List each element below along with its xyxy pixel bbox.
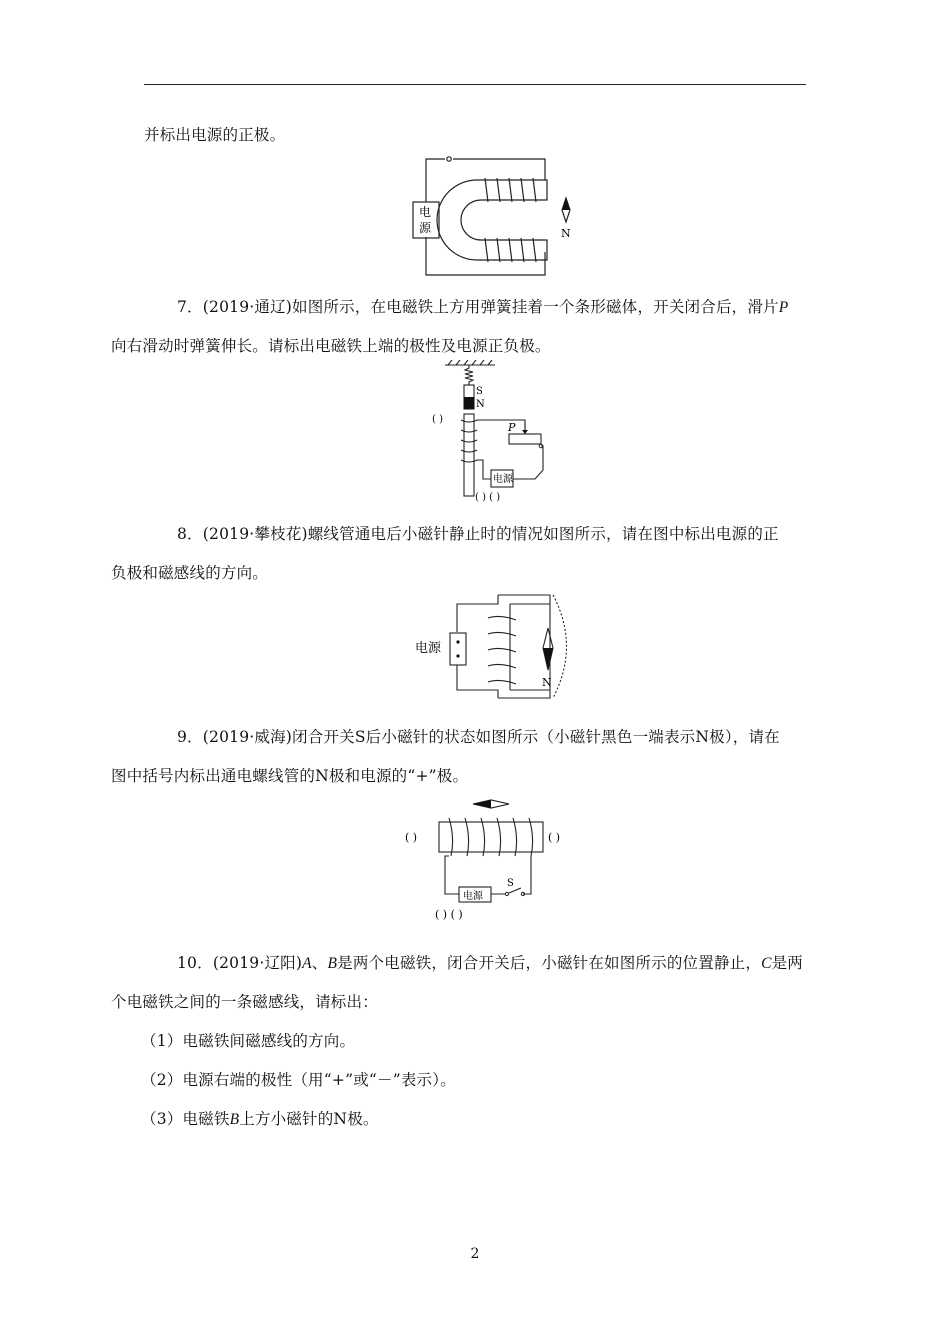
q7-var-p: P — [778, 299, 789, 316]
q7-text-2: 向右滑动时弹簧伸长。请标出电磁铁上端的极性及电源正负极。 — [111, 337, 551, 355]
q8-text-1: 螺线管通电后小磁针静止时的情况如图所示，请在图中标出电源的正 — [307, 525, 779, 543]
question-7 — [111, 288, 808, 366]
q7-fig-bracket-top: ( ) — [432, 414, 443, 425]
question-9 — [111, 718, 808, 796]
q10-item-1: （1）电磁铁间磁感线的方向。 — [141, 1032, 356, 1050]
horseshoe-electromagnet-diagram — [405, 152, 585, 280]
q10-number: 10． — [177, 954, 213, 972]
q10-item-3-var: B — [229, 1111, 240, 1128]
q8-fig-needle-label: N — [542, 676, 552, 689]
q10-sep: 、 — [311, 954, 328, 972]
q7-fig-source-label: 电源 — [493, 474, 513, 485]
q9-fig-bracket-right: ( ) — [548, 831, 561, 844]
q9-fig-bracket-bottom: ( ) ( ) — [435, 908, 463, 921]
q10-var-b: B — [327, 955, 338, 972]
figure-q6 — [405, 152, 585, 280]
q7-number: 7． — [177, 298, 203, 316]
q7-fig-bracket-bottom: ( ) ( ) — [475, 492, 501, 503]
q8-fig-source-label: 电源 — [415, 641, 442, 656]
q10-item-3 — [141, 1110, 379, 1128]
q9-fig-source-label: 电源 — [463, 891, 483, 902]
q9-fig-switch-label: S — [507, 878, 514, 889]
q10-text-2: 个电磁铁之间的一条磁感线，请标出： — [111, 993, 378, 1011]
spring-magnet-diagram — [425, 360, 555, 505]
solenoid-switch-diagram — [405, 796, 585, 926]
q7-fig-n-label: N — [476, 399, 485, 410]
q7-text-1: 如图所示，在电磁铁上方用弹簧挂着一个条形磁体，开关闭合后，滑片 — [292, 298, 779, 316]
q9-number: 9． — [177, 728, 203, 746]
q8-year: (2019·攀枝花) — [202, 525, 308, 543]
header-rule — [144, 84, 806, 85]
q10-var-a: A — [302, 955, 312, 972]
q10-item-2: （2）电源右端的极性（用“+”或“－”表示）。 — [141, 1071, 456, 1089]
q9-text-1: 闭合开关S后小磁针的状态如图所示（小磁针黑色一端表示N极），请在 — [292, 728, 780, 746]
solenoid-needle-diagram — [410, 590, 575, 700]
q7-year: (2019·通辽) — [202, 298, 293, 316]
q8-number: 8． — [177, 525, 203, 543]
q10-year: (2019·辽阳) — [212, 954, 303, 972]
fig6-source-label-1: 电 — [419, 205, 432, 219]
figure-q9 — [405, 796, 585, 926]
q7-fig-s-label: S — [476, 386, 483, 397]
figure-q7 — [425, 360, 555, 505]
q7-fig-p-label: P — [508, 421, 516, 434]
q8-text-2: 负极和磁感线的方向。 — [111, 564, 269, 582]
q10-item-3-a: （3）电磁铁 — [141, 1110, 230, 1128]
figure-q8 — [410, 590, 575, 700]
page-number: 2 — [470, 1246, 480, 1262]
intro-tail-text: 并标出电源的正极。 — [144, 126, 286, 144]
q9-fig-bracket-left: ( ) — [405, 831, 418, 844]
q10-item-3-b: 上方小磁针的N极。 — [239, 1110, 379, 1128]
question-8 — [111, 515, 808, 593]
q10-text-1: 是两个电磁铁，闭合开关后，小磁针在如图所示的位置静止， — [337, 954, 762, 972]
q10-var-c: C — [761, 955, 772, 972]
q10-text-1b: 是两 — [771, 954, 804, 972]
question-10 — [111, 944, 808, 1139]
fig6-source-label-2: 源 — [419, 221, 432, 235]
q9-text-2: 图中括号内标出通电螺线管的N极和电源的“+”极。 — [111, 767, 469, 785]
fig6-needle-label: N — [561, 227, 571, 240]
q9-year: (2019·威海) — [202, 728, 293, 746]
